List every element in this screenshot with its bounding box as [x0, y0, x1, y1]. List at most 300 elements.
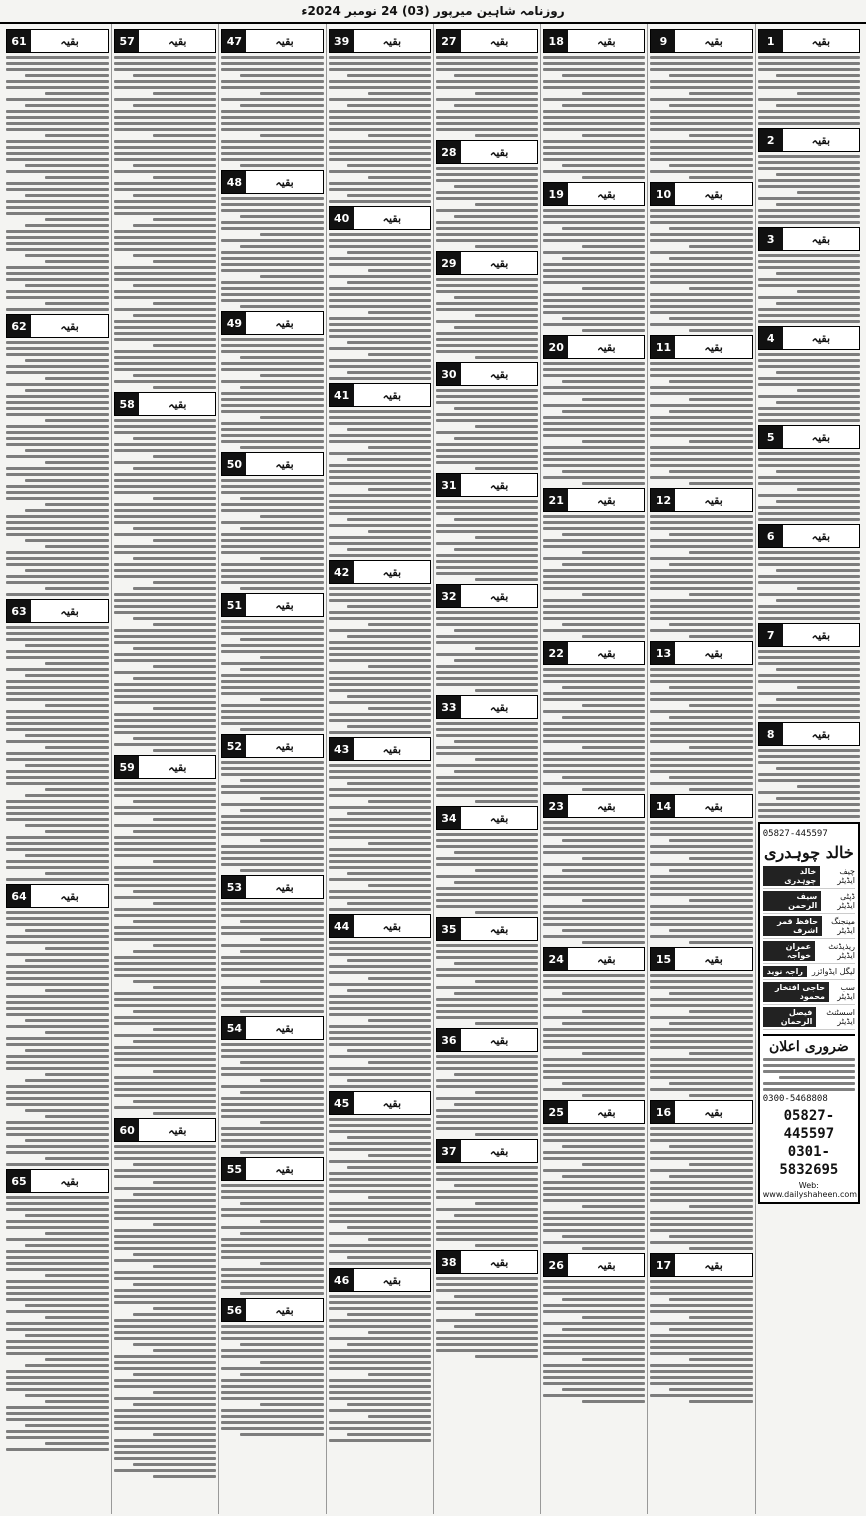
- continuation-badge: [650, 335, 752, 359]
- continuation-article: [329, 560, 431, 734]
- continuation-article: [650, 1253, 752, 1403]
- text-line: [758, 710, 860, 713]
- continuation-badge: [650, 1253, 752, 1277]
- continuation-number: 25: [544, 1101, 568, 1123]
- text-line: [221, 1226, 323, 1229]
- text-line: [114, 998, 216, 1001]
- continuation-article: [650, 335, 752, 485]
- text-line: [221, 632, 323, 635]
- text-line: [650, 1334, 752, 1337]
- text-line: [543, 1193, 645, 1196]
- text-line: [221, 1049, 323, 1052]
- text-line: [329, 587, 431, 590]
- text-line: [221, 785, 323, 788]
- text-line: [758, 116, 860, 119]
- continuation-badge: [329, 737, 431, 761]
- text-line: [543, 1382, 645, 1385]
- text-line: [650, 1139, 752, 1142]
- article-body: [436, 1277, 538, 1358]
- text-line: [221, 1109, 323, 1112]
- text-line: [347, 1313, 431, 1316]
- text-line: [221, 926, 323, 929]
- text-line: [153, 1475, 216, 1478]
- continuation-badge: [329, 206, 431, 230]
- staff-name: خالد چوہدری: [763, 866, 821, 886]
- text-line: [329, 830, 431, 833]
- text-line: [475, 1133, 538, 1136]
- continuation-badge: [436, 140, 538, 164]
- text-line: [45, 461, 109, 464]
- text-line: [6, 1103, 109, 1106]
- text-line: [329, 1262, 431, 1265]
- continuation-label: بقیہ: [489, 34, 509, 48]
- text-line: [6, 1007, 109, 1010]
- text-line: [6, 1406, 109, 1409]
- text-line: [6, 1298, 109, 1301]
- text-line: [25, 1214, 110, 1217]
- text-line: [347, 1256, 431, 1259]
- text-line: [329, 860, 431, 863]
- text-line: [650, 68, 752, 71]
- text-line: [436, 98, 538, 101]
- text-line: [436, 290, 538, 293]
- text-line: [650, 698, 752, 701]
- continuation-number: 33: [437, 696, 461, 718]
- text-line: [133, 1100, 217, 1103]
- text-line: [114, 158, 216, 161]
- text-line: [436, 611, 538, 614]
- text-line: [329, 1130, 431, 1133]
- text-line: [114, 794, 216, 797]
- continuation-article: [221, 29, 323, 167]
- text-line: [436, 1061, 538, 1064]
- article-body: [758, 551, 860, 620]
- continuation-badge: [758, 425, 860, 449]
- continuation-label: بقیہ: [60, 34, 79, 48]
- continuation-number: 31: [437, 474, 461, 496]
- text-line: [650, 1064, 752, 1067]
- text-line: [221, 209, 323, 212]
- article-body: [758, 650, 860, 719]
- text-line: [133, 950, 217, 953]
- text-line: [221, 1409, 323, 1412]
- text-line: [133, 1283, 217, 1286]
- text-line: [114, 425, 216, 428]
- text-line: [6, 983, 109, 986]
- text-line: [543, 1394, 645, 1397]
- text-line: [436, 1004, 538, 1007]
- text-line: [436, 431, 538, 434]
- text-line: [436, 950, 538, 953]
- text-line: [114, 1421, 216, 1424]
- text-line: [543, 1286, 645, 1289]
- text-line: [689, 134, 752, 137]
- newspaper-page: [4, 24, 862, 1514]
- text-line: [133, 164, 217, 167]
- text-line: [650, 515, 752, 518]
- text-line: [454, 185, 538, 188]
- text-line: [114, 1229, 216, 1232]
- text-line: [221, 674, 323, 677]
- continuation-label: بقیہ: [811, 34, 831, 48]
- continuation-article: [650, 29, 752, 179]
- text-line: [543, 122, 645, 125]
- continuation-badge: [543, 335, 645, 359]
- text-line: [562, 839, 646, 842]
- text-line: [133, 890, 217, 893]
- text-line: [329, 1409, 431, 1412]
- text-line: [114, 296, 216, 299]
- text-line: [650, 1352, 752, 1355]
- text-line: [6, 473, 109, 476]
- text-line: [114, 599, 216, 602]
- continuation-article: [329, 206, 431, 380]
- text-line: [475, 314, 538, 317]
- text-line: [650, 464, 752, 467]
- text-line: [153, 1307, 216, 1310]
- text-line: [543, 1334, 645, 1337]
- text-line: [114, 1277, 216, 1280]
- text-line: [543, 1241, 645, 1244]
- text-line: [221, 116, 323, 119]
- text-line: [221, 221, 323, 224]
- text-line: [260, 1121, 323, 1124]
- text-line: [329, 359, 431, 362]
- continuation-badge: [221, 452, 323, 476]
- continuation-label: بقیہ: [489, 1033, 509, 1047]
- text-line: [650, 617, 752, 620]
- text-line: [240, 1010, 324, 1013]
- text-line: [543, 917, 645, 920]
- text-line: [6, 272, 109, 275]
- text-line: [543, 770, 645, 773]
- continuation-number: 64: [7, 885, 31, 907]
- continuation-badge: [758, 623, 860, 647]
- text-line: [221, 944, 323, 947]
- staff-name: حافظ قمر اشرف: [763, 916, 822, 936]
- text-line: [329, 305, 431, 308]
- continuation-number: 20: [544, 336, 568, 358]
- text-line: [114, 98, 216, 101]
- text-line: [221, 338, 323, 341]
- text-line: [454, 1103, 538, 1106]
- text-line: [329, 1379, 431, 1382]
- text-line: [650, 986, 752, 989]
- text-line: [368, 1196, 431, 1199]
- text-line: [650, 1040, 752, 1043]
- text-line: [436, 554, 538, 557]
- text-line: [114, 1415, 216, 1418]
- continuation-badge: [221, 875, 323, 899]
- text-line: [133, 737, 217, 740]
- continuation-article: [758, 128, 860, 224]
- continuation-badge: [221, 311, 323, 335]
- continuation-label: بقیہ: [60, 1174, 79, 1188]
- text-line: [543, 629, 645, 632]
- continuation-article: [6, 29, 109, 311]
- text-line: [650, 1280, 752, 1283]
- text-line: [114, 806, 216, 809]
- text-line: [240, 386, 324, 389]
- continuation-badge: [114, 755, 216, 779]
- text-line: [221, 791, 323, 794]
- text-line: [114, 1052, 216, 1055]
- text-line: [758, 266, 860, 269]
- text-line: [329, 524, 431, 527]
- text-line: [543, 1028, 645, 1031]
- text-line: [543, 140, 645, 143]
- text-line: [329, 677, 431, 680]
- text-line: [133, 1463, 217, 1466]
- text-line: [114, 1409, 216, 1412]
- text-line: [758, 80, 860, 83]
- text-line: [650, 1046, 752, 1049]
- text-line: [6, 86, 109, 89]
- continuation-label: بقیہ: [168, 34, 187, 48]
- text-line: [650, 452, 752, 455]
- text-line: [114, 1058, 216, 1061]
- text-line: [6, 491, 109, 494]
- text-line: [221, 956, 323, 959]
- text-line: [650, 80, 752, 83]
- text-line: [329, 452, 431, 455]
- text-line: [114, 242, 216, 245]
- text-line: [221, 851, 323, 854]
- text-line: [45, 302, 109, 305]
- article-body: [436, 500, 538, 581]
- text-line: [114, 461, 216, 464]
- text-line: [133, 830, 217, 833]
- text-line: [650, 56, 752, 59]
- text-line: [329, 500, 431, 503]
- text-line: [221, 1145, 323, 1148]
- text-line: [329, 263, 431, 266]
- text-line: [650, 428, 752, 431]
- text-line: [650, 86, 752, 89]
- staff-role: سب ایڈیٹر: [837, 983, 855, 1001]
- continuation-badge: [436, 29, 538, 53]
- text-line: [114, 1295, 216, 1298]
- text-line: [669, 410, 753, 413]
- text-line: [347, 1166, 431, 1169]
- text-line: [689, 398, 752, 401]
- text-line: [436, 1115, 538, 1118]
- text-line: [543, 323, 645, 326]
- text-line: [436, 389, 538, 392]
- continuation-number: 54: [222, 1017, 246, 1039]
- continuation-article: [6, 884, 109, 1166]
- text-line: [582, 1316, 645, 1319]
- text-line: [650, 1058, 752, 1061]
- text-line: [25, 74, 110, 77]
- text-line: [650, 1346, 752, 1349]
- text-line: [436, 1127, 538, 1130]
- text-line: [347, 872, 431, 875]
- text-line: [650, 404, 752, 407]
- text-line: [6, 722, 109, 725]
- text-line: [6, 842, 109, 845]
- text-line: [114, 266, 216, 269]
- text-line: [6, 122, 109, 125]
- text-line: [436, 794, 538, 797]
- text-line: [25, 929, 110, 932]
- text-line: [6, 401, 109, 404]
- continuation-number: 28: [437, 141, 461, 163]
- text-line: [221, 1208, 323, 1211]
- text-line: [650, 668, 752, 671]
- text-line: [25, 104, 110, 107]
- text-line: [329, 1031, 431, 1034]
- text-line: [650, 146, 752, 149]
- text-line: [543, 458, 645, 461]
- continuation-badge: [221, 170, 323, 194]
- continuation-label: بقیہ: [275, 175, 294, 189]
- article-body: [543, 1280, 645, 1403]
- continuation-label: بقیہ: [168, 397, 187, 411]
- text-line: [114, 170, 216, 173]
- text-line: [221, 1280, 323, 1283]
- text-line: [329, 1307, 431, 1310]
- text-line: [650, 1217, 752, 1220]
- continuation-article: [436, 1139, 538, 1247]
- text-line: [221, 680, 323, 683]
- text-line: [45, 1274, 109, 1277]
- text-line: [776, 203, 860, 206]
- staff-role: لیگل ایڈوائزر: [811, 967, 855, 976]
- text-line: [221, 521, 323, 524]
- text-line: [221, 1139, 323, 1142]
- text-line: [133, 677, 217, 680]
- text-line: [329, 434, 431, 437]
- text-line: [114, 56, 216, 59]
- text-line: [436, 635, 538, 638]
- text-line: [582, 398, 645, 401]
- text-line: [650, 1181, 752, 1184]
- text-line: [669, 839, 753, 842]
- text-line: [221, 251, 323, 254]
- text-line: [436, 500, 538, 503]
- text-line: [368, 176, 431, 179]
- text-line: [221, 152, 323, 155]
- text-line: [797, 92, 860, 95]
- text-line: [650, 1004, 752, 1007]
- article-body: [329, 587, 431, 734]
- text-line: [347, 1079, 431, 1082]
- text-line: [221, 1127, 323, 1130]
- text-line: [260, 275, 323, 278]
- continuation-badge: [436, 1028, 538, 1052]
- text-line: [6, 1061, 109, 1064]
- article-body: [221, 1184, 323, 1295]
- continuation-number: 60: [115, 1119, 139, 1141]
- text-line: [6, 692, 109, 695]
- continuation-article: [6, 314, 109, 596]
- continuation-badge: [6, 29, 109, 53]
- text-line: [114, 1439, 216, 1442]
- text-line: [240, 869, 324, 872]
- continuation-article: [758, 326, 860, 422]
- text-line: [6, 395, 109, 398]
- text-line: [758, 320, 860, 323]
- text-line: [221, 1184, 323, 1187]
- text-line: [329, 818, 431, 821]
- text-line: [114, 1199, 216, 1202]
- text-line: [6, 656, 109, 659]
- text-line: [758, 260, 860, 263]
- continuation-badge: [6, 884, 109, 908]
- text-line: [260, 1220, 323, 1223]
- text-line: [650, 539, 752, 542]
- text-line: [543, 1076, 645, 1079]
- continuation-label: بقیہ: [597, 1258, 616, 1272]
- text-line: [650, 845, 752, 848]
- article-body: [221, 56, 323, 167]
- text-line: [6, 626, 109, 629]
- text-line: [45, 788, 109, 791]
- continuation-number: 12: [651, 489, 675, 511]
- text-line: [436, 1337, 538, 1340]
- text-line: [6, 116, 109, 119]
- text-line: [347, 104, 431, 107]
- text-line: [758, 407, 860, 410]
- continuation-article: [650, 947, 752, 1097]
- text-line: [669, 1082, 753, 1085]
- text-line: [650, 221, 752, 224]
- text-line: [45, 872, 109, 875]
- text-line: [543, 1376, 645, 1379]
- text-line: [347, 548, 431, 551]
- continuation-label: بقیہ: [811, 727, 831, 741]
- text-line: [329, 476, 431, 479]
- text-line: [543, 215, 645, 218]
- text-line: [543, 293, 645, 296]
- text-line: [114, 140, 216, 143]
- text-line: [329, 1250, 431, 1253]
- text-line: [650, 887, 752, 890]
- text-line: [543, 281, 645, 284]
- text-line: [650, 215, 752, 218]
- text-line: [650, 1394, 752, 1397]
- continuation-number: 9: [651, 30, 675, 52]
- text-line: [650, 299, 752, 302]
- text-line: [45, 377, 109, 380]
- text-line: [114, 1022, 216, 1025]
- text-line: [650, 1364, 752, 1367]
- text-line: [6, 158, 109, 161]
- text-line: [776, 599, 860, 602]
- continuation-number: 50: [222, 453, 246, 475]
- continuation-number: 46: [330, 1269, 354, 1291]
- text-line: [6, 230, 109, 233]
- text-line: [221, 644, 323, 647]
- text-line: [436, 1220, 538, 1223]
- text-line: [221, 404, 323, 407]
- text-line: [25, 254, 110, 257]
- continuation-badge: [543, 182, 645, 206]
- text-line: [329, 1124, 431, 1127]
- continuation-number: 18: [544, 30, 568, 52]
- text-line: [45, 1358, 109, 1361]
- text-line: [329, 896, 431, 899]
- text-line: [329, 731, 431, 734]
- text-line: [45, 1442, 109, 1445]
- text-line: [329, 1397, 431, 1400]
- text-line: [45, 947, 109, 950]
- continuation-label: بقیہ: [704, 187, 723, 201]
- text-line: [329, 836, 431, 839]
- text-line: [240, 245, 324, 248]
- text-line: [329, 953, 431, 956]
